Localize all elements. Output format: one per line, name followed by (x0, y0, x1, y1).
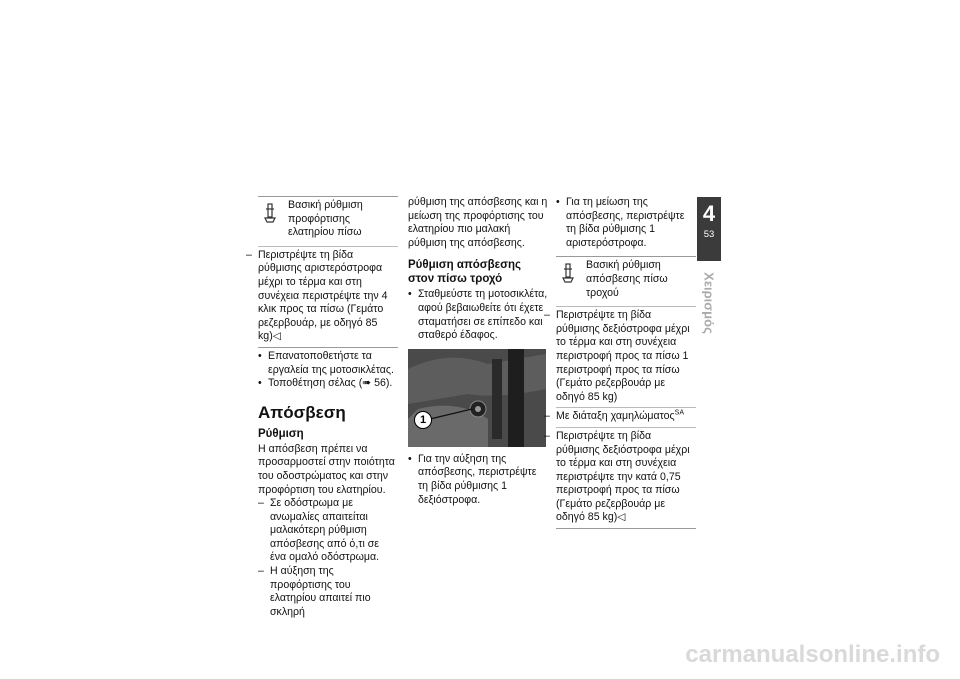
tip-step-standard: – Περιστρέψτε τη βίδα ρύθμισης δεξιόστροφα μέχρι το τέρμα και στη συνέχεια περιστροφή προς τα πίσω 1 περιστροφή προς τα πίσω (Γεμάτο ρεζερβουάρ με οδηγό 85 kg) (556, 307, 696, 408)
page-number: 53 (703, 229, 715, 240)
wrench-setting-icon (258, 201, 282, 225)
tip-box-rear-damping (556, 256, 696, 529)
sa-badge: SA (674, 409, 685, 417)
chapter-tab (697, 197, 721, 261)
side-chapter-label (697, 268, 721, 338)
watermark: carmanualsonline.info (685, 641, 940, 668)
side-label-text: Χειρισμός (701, 272, 717, 334)
tip-box-title: Βασική ρύθμιση απόσβεσης πίσω τροχού (586, 259, 668, 299)
bullet-park: • Σταθμεύστε τη μοτοσικλέτα, αφού βεβαιωθείτε ότι έχετε σταματήσει σε επίπεδο και σταθερό έδαφος. (408, 288, 548, 342)
wrench-setting-icon (556, 261, 580, 285)
dash-item-rough-road: – Σε οδόστρωμα με ανωμαλίες απαιτείται μαλακότερη ρύθμιση απόσβεσης από ό,τι σε ένα ομαλό οδόστρωμα. (258, 497, 398, 565)
dash-item-preload: – Η αύξηση της προφόρτισης του ελατηρίου απαιτεί πιο σκληρή (258, 565, 398, 619)
tip-box-spring-preload (258, 196, 398, 348)
bullet-increase-damping: • Για την αύξηση της απόσβεσης, περιστρέψτε τη βίδα ρύθμισης 1 δεξιόστροφα. (408, 453, 548, 507)
column-2 (408, 196, 548, 507)
subsection-heading: Ρύθμιση (258, 427, 304, 440)
lowering-label: Με διάταξη χαμηλώματος (556, 410, 675, 423)
tip-step-lowering (556, 408, 696, 428)
continued-paragraph: ρύθμιση της απόσβεσης και η μείωση της προφόρτισης του ελατηρίου πιο μαλακή ρύθμιση της απόσβεσης. (408, 196, 548, 249)
intro-paragraph: Η απόσβεση πρέπει να προσαρμοστεί στην ποιότητα του οδοστρώματος και στην προφόρτιση του ελατηρίου. (258, 442, 395, 496)
column-1 (258, 196, 398, 619)
bullet-decrease-damping: • Για τη μείωση της απόσβεσης, περιστρέψτε τη βίδα ρύθμισης 1 αριστερόστροφα. (556, 196, 696, 250)
bullet-seat: • Τοποθέτηση σέλας (➠ 56). (258, 377, 398, 391)
tip-step: – Περιστρέψτε τη βίδα ρύθμισης αριστερόστροφα μέχρι το τέρμα και στη συνέχεια περιστρέψτε την 4 κλικ προς τα πίσω (Γεμάτο ρεζερβουάρ, με οδηγό 85 kg)◁ (258, 247, 398, 347)
callout-number: 1 (414, 411, 432, 429)
bullet-tools: • Επανατοποθετήστε τα εργαλεία της μοτοσικλέτας. (258, 350, 398, 377)
photo-illustration (408, 349, 546, 447)
rear-damping-heading: Ρύθμιση απόσβεσης στον πίσω τροχό (408, 259, 522, 286)
tip-box-title: Βασική ρύθμιση προφόρτισης ελατηρίου πίσω (288, 199, 363, 239)
column-3 (556, 196, 696, 529)
tip-step-lowered: – Περιστρέψτε τη βίδα ρύθμισης δεξιόστροφα μέχρι το τέρμα και στη συνέχεια περιστρέψτε την κατά 0,75 περιστροφή προς τα πίσω (Γεμάτο ρεζερβουάρ με οδηγό 85 kg)◁ (556, 428, 696, 528)
chapter-number: 4 (702, 201, 716, 226)
rear-shock-photo (408, 349, 546, 447)
section-heading: Απόσβεση (258, 402, 346, 422)
